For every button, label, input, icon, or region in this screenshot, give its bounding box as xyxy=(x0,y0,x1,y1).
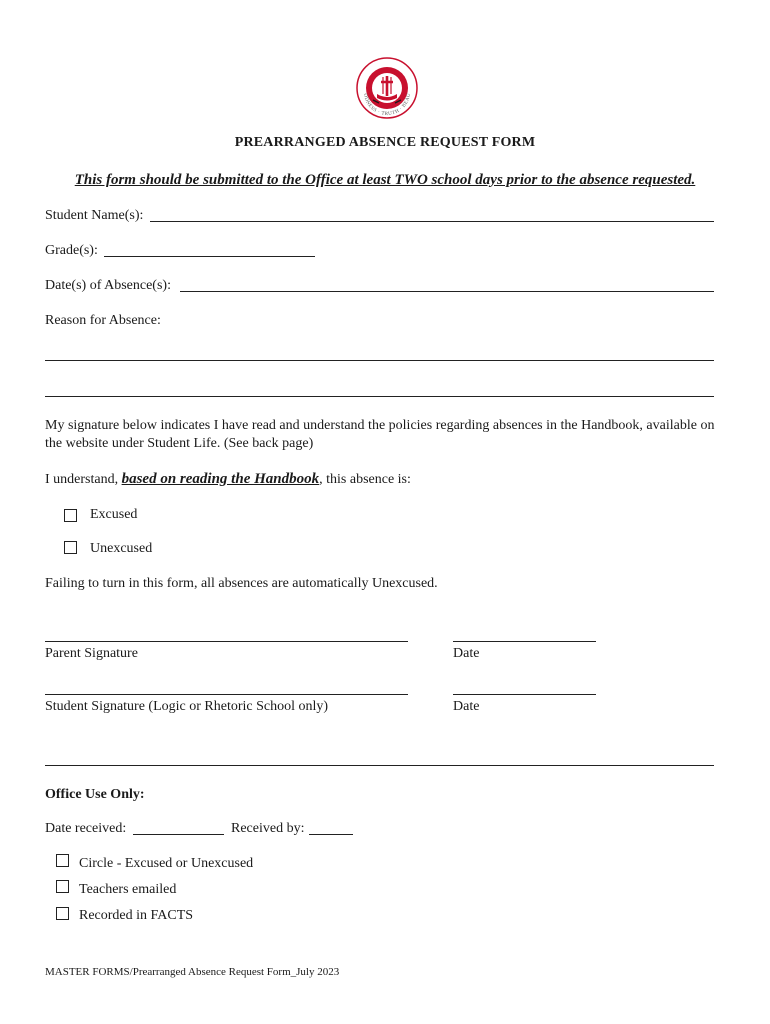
footer-path: MASTER FORMS/Prearranged Absence Request Form_July 2023 xyxy=(45,966,340,978)
school-seal-logo xyxy=(355,56,419,120)
seal-icon xyxy=(355,56,419,120)
recorded-facts-label: Recorded in FACTS xyxy=(79,908,194,923)
date-received-label: Date received: xyxy=(45,821,127,836)
unexcused-checkbox[interactable] xyxy=(64,541,77,554)
acknowledgement-text: My signature below indicates I have read and understand the policies regarding absences in the Handbook, available on the website under Student Life. (See back page) xyxy=(45,418,715,451)
teachers-emailed-label: Teachers emailed xyxy=(79,882,177,897)
parent-signature-label: Parent Signature xyxy=(45,646,138,661)
recorded-facts-checkbox[interactable] xyxy=(56,907,69,920)
reason-field-line-2[interactable] xyxy=(45,396,714,397)
absence-dates-field[interactable] xyxy=(180,291,714,292)
student-names-label: Student Name(s): xyxy=(45,208,144,223)
student-names-field[interactable] xyxy=(150,221,714,222)
circle-excused-checkbox[interactable] xyxy=(56,854,69,867)
parent-date-label: Date xyxy=(453,646,480,661)
understand-suffix: , this absence is: xyxy=(319,472,411,487)
form-instruction: This form should be submitted to the Office at least TWO school days prior to the absence requested. xyxy=(74,172,696,188)
absence-dates-label: Date(s) of Absence(s): xyxy=(45,278,171,293)
unexcused-label: Unexcused xyxy=(90,541,153,556)
received-by-field[interactable] xyxy=(309,834,353,835)
seal-motto: ODNESS · TRUTH · BEAU xyxy=(362,92,413,118)
office-use-heading: Office Use Only: xyxy=(45,787,145,802)
reason-label: Reason for Absence: xyxy=(45,313,161,328)
excused-checkbox[interactable] xyxy=(64,509,77,522)
understand-statement xyxy=(45,470,411,489)
reason-field-line-1[interactable] xyxy=(45,360,714,361)
student-date-field[interactable] xyxy=(453,694,596,695)
received-by-label: Received by: xyxy=(231,821,305,836)
student-signature-label: Student Signature (Logic or Rhetoric School only) xyxy=(45,699,329,714)
form-title: PREARRANGED ABSENCE REQUEST FORM xyxy=(234,135,536,150)
understand-prefix: I understand, xyxy=(45,472,119,487)
teachers-emailed-checkbox[interactable] xyxy=(56,880,69,893)
parent-signature-field[interactable] xyxy=(45,641,408,642)
grades-field[interactable] xyxy=(104,256,315,257)
date-received-field[interactable] xyxy=(133,834,224,835)
failure-note: Failing to turn in this form, all absences are automatically Unexcused. xyxy=(45,576,438,591)
parent-date-field[interactable] xyxy=(453,641,596,642)
student-date-label: Date xyxy=(453,699,480,714)
student-signature-field[interactable] xyxy=(45,694,408,695)
grades-label: Grade(s): xyxy=(45,243,98,258)
office-divider xyxy=(45,765,714,766)
handbook-emphasis: based on reading the Handbook xyxy=(121,471,320,487)
circle-excused-label: Circle - Excused or Unexcused xyxy=(79,856,254,871)
excused-label: Excused xyxy=(90,507,138,522)
